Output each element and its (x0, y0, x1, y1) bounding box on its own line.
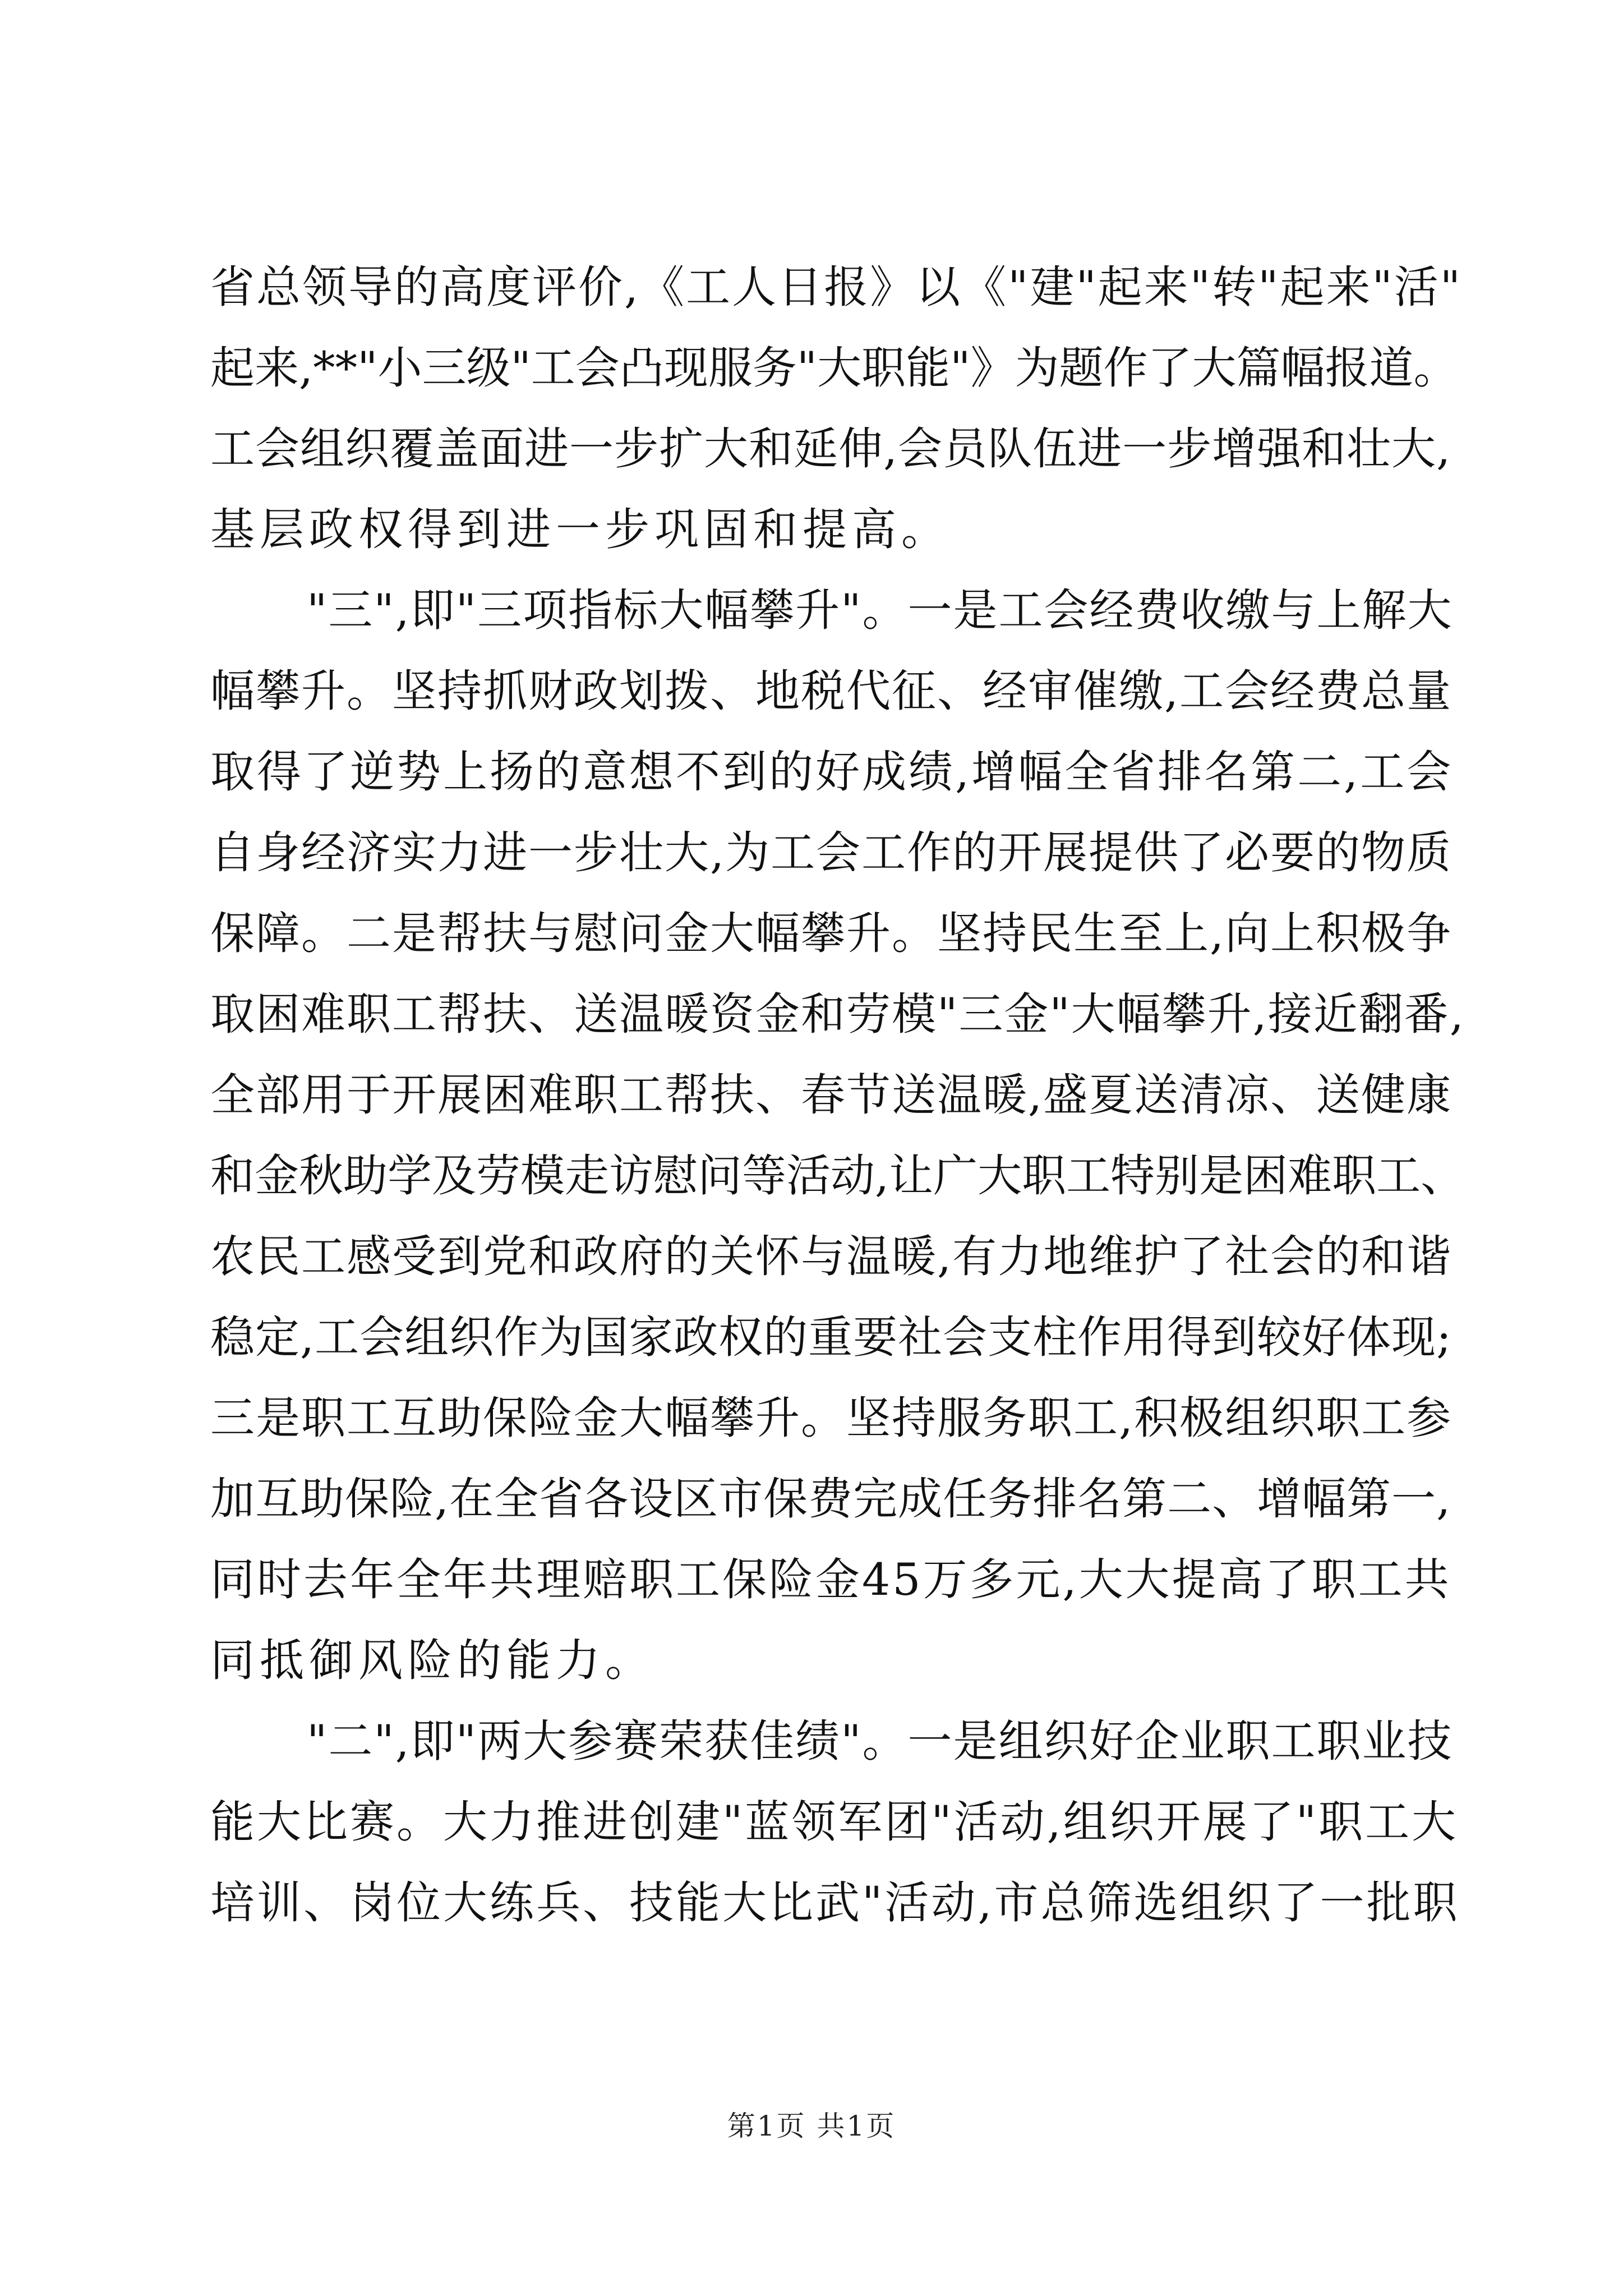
text-line: 省总领导的高度评价,《工人日报》以《"建"起来"转"起来"活" (210, 261, 1463, 313)
text-line: 取困难职工帮扶、送温暖资金和劳模"三金"大幅攀升,接近翻番, (210, 988, 1465, 1040)
text-line: 工会组织覆盖面进一步扩大和延伸,会员队伍进一步增强和壮大, (210, 423, 1451, 475)
text-line: 农民工感受到党和政府的关怀与温暖,有力地维护了社会的和谐 (210, 1231, 1453, 1282)
text-line: "二",即"两大参赛荣获佳绩"。一是组织好企业职工职业技 (307, 1715, 1453, 1767)
text-line: 取得了逆势上扬的意想不到的好成绩,增幅全省排名第二,工会 (210, 746, 1454, 798)
text-line: 能大比赛。大力推进创建"蓝领军团"活动,组织开展了"职工大 (210, 1796, 1459, 1848)
text-line: 起来,**"小三级"工会凸现服务"大职能"》为题作了大篇幅报道。 (210, 342, 1458, 394)
text-line: 培训、岗位大练兵、技能大比武"活动,市总筛选组织了一批职 (210, 1877, 1460, 1929)
text-line: 加互助保险,在全省各设区市保费完成任务排名第二、增幅第一, (210, 1473, 1451, 1525)
text-line: 和金秋助学及劳模走访慰问等活动,让广大职工特别是困难职工、 (210, 1150, 1465, 1202)
text-line: 自身经济实力进一步壮大,为工会工作的开展提供了必要的物质 (210, 827, 1453, 878)
text-line: 保障。二是帮扶与慰问金大幅攀升。坚持民生至上,向上积极争 (210, 908, 1453, 959)
text-line: 三是职工互助保险金大幅攀升。坚持服务职工,积极组织职工参 (210, 1392, 1453, 1444)
page-footer: 第1页 共1页 (727, 2110, 896, 2142)
text-line: 基层政权得到进一步巩固和提高。 (210, 504, 951, 555)
text-line: 幅攀升。坚持抓财政划拨、地税代征、经审催缴,工会经费总量 (210, 665, 1453, 717)
document-body (210, 247, 1467, 1943)
text-line: "三",即"三项指标大幅攀升"。一是工会经费收缴与上解大 (307, 585, 1453, 636)
text-line: 同抵御风险的能力。 (210, 1635, 654, 1686)
text-line: 全部用于开展困难职工帮扶、春节送温暖,盛夏送清凉、送健康 (210, 1069, 1453, 1121)
text-line: 稳定,工会组织作为国家政权的重要社会支柱作用得到较好体现; (210, 1312, 1452, 1363)
text-line: 同时去年全年共理赔职工保险金45万多元,大大提高了职工共 (210, 1554, 1451, 1605)
